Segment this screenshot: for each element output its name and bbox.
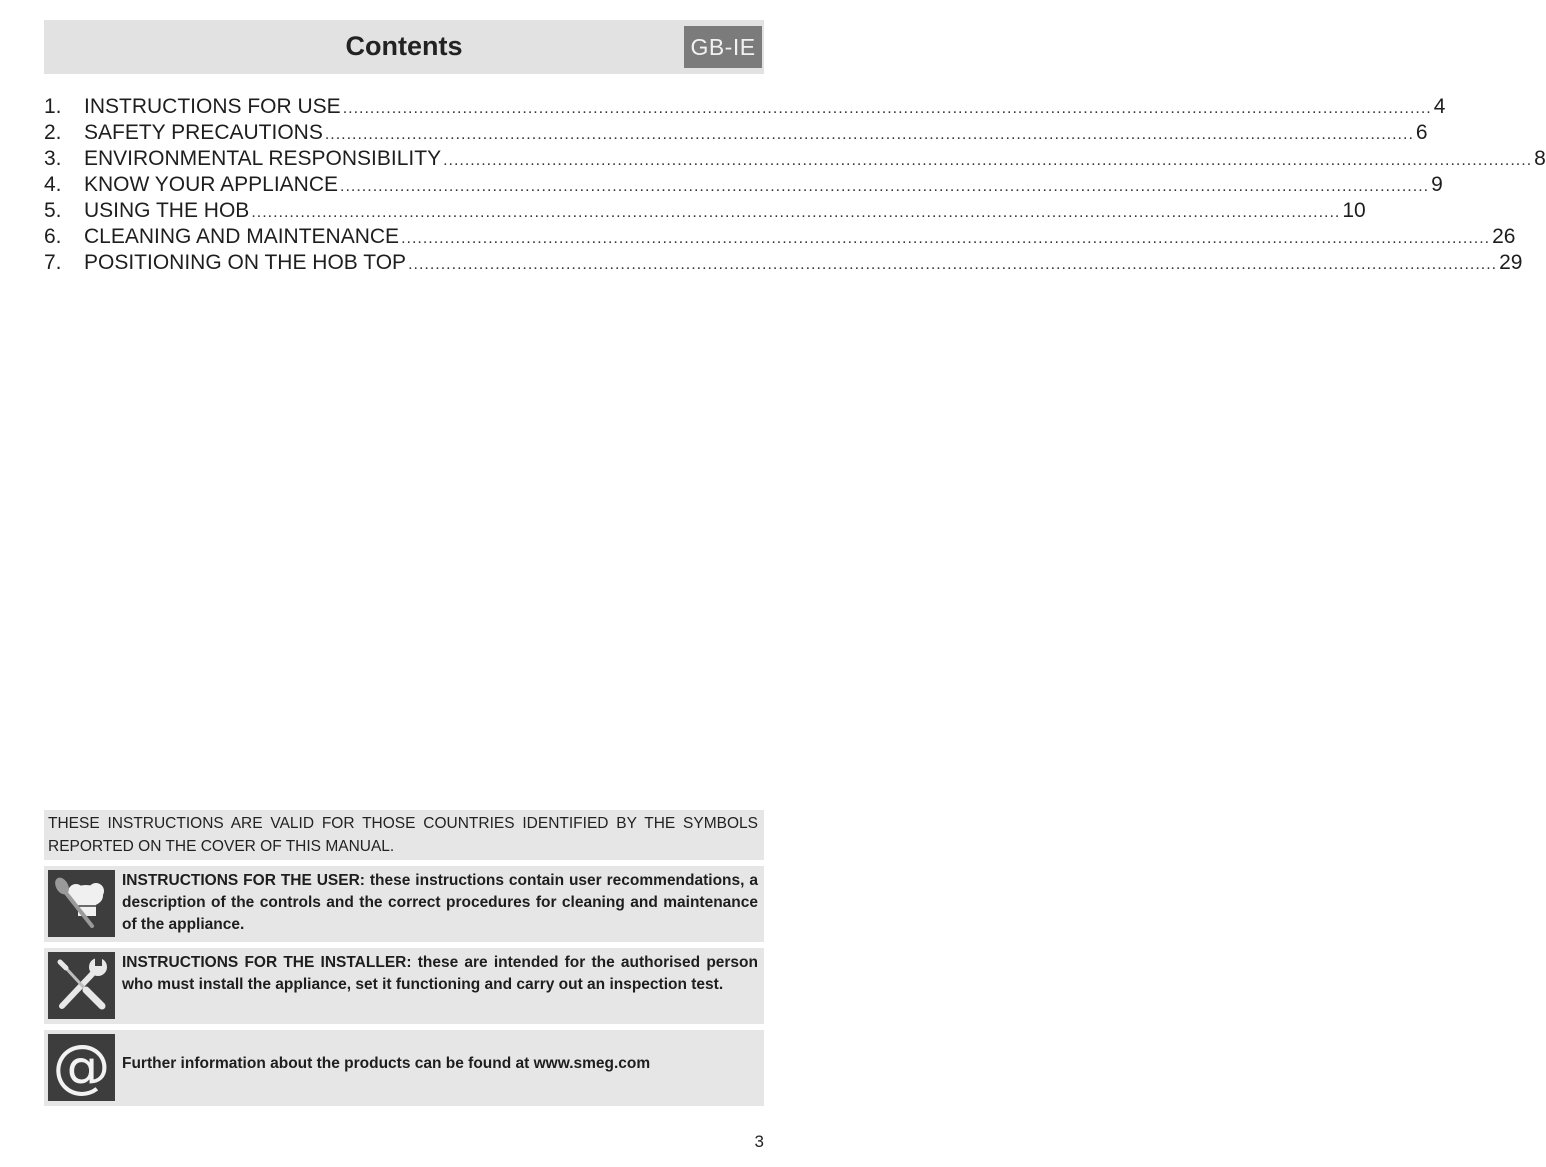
toc-entry-page: 4 [1433,95,1446,118]
toc-leader-dots: ........................................................................................................................................................................................................ [401,230,1491,247]
toc-entry-number: 5. [44,199,62,222]
toc-entry-5[interactable] [44,198,1366,224]
toc-entry-number: 2. [44,121,62,144]
toc-entry-1[interactable] [44,94,1446,120]
toc-entry-7[interactable] [44,250,1523,276]
table-of-contents [44,94,1546,276]
toc-entry-title: ENVIRONMENTAL RESPONSIBILITY [84,147,442,170]
page-title: Contents [345,31,463,61]
chef-hat-spoon-icon [48,870,115,937]
toc-entry-title: KNOW YOUR APPLIANCE [84,173,339,196]
at-sign-glyph: @ [52,1032,111,1100]
toc-entry-page: 26 [1492,225,1516,248]
toc-entry-title: USING THE HOB [84,199,250,222]
web-info-text[interactable]: Further information about the products can be found at www.smeg.com [122,1055,651,1072]
toc-entry-number: 3. [44,147,62,170]
toc-entry-title: INSTRUCTIONS FOR USE [84,95,341,118]
toc-entry-4[interactable] [44,172,1443,198]
toc-entry-6[interactable] [44,224,1516,250]
toc-entry-page: 29 [1499,251,1523,274]
validity-note: THESE INSTRUCTIONS ARE VALID FOR THOSE COUNTRIES IDENTIFIED BY THE SYMBOLS REPORTED ON THE COVER OF THIS MANUAL. [44,810,764,860]
toc-entry-page: 9 [1431,173,1443,196]
toc-entry-title: POSITIONING ON THE HOB TOP [84,251,407,274]
installer-instructions-box [44,948,764,1024]
at-sign-icon [48,1034,115,1101]
toc-leader-dots: ........................................................................................................................................................................................................ [342,100,1432,117]
toc-leader-dots: ........................................................................................................................................................................................................ [443,152,1533,169]
header-bar [44,20,764,74]
toc-leader-dots: ........................................................................................................................................................................................................ [324,126,1414,143]
toc-entry-title: SAFETY PRECAUTIONS [84,121,323,144]
user-instructions-text: INSTRUCTIONS FOR THE USER: these instructions contain user recommendations, a description of the controls and the correct procedures for cleaning and maintenance of the appliance. [122,872,758,933]
toc-entry-2[interactable] [44,120,1428,146]
toc-leader-dots: ........................................................................................................................................................................................................ [251,204,1341,221]
toc-entry-number: 6. [44,225,62,248]
wrench-screwdriver-icon [48,952,115,1019]
toc-entry-3[interactable] [44,146,1546,172]
page-number: 3 [754,1132,764,1151]
toc-leader-dots: ........................................................................................................................................................................................................ [340,178,1430,195]
toc-entry-page: 8 [1534,147,1546,170]
toc-entry-number: 4. [44,173,62,196]
installer-instructions-text: INSTRUCTIONS FOR THE INSTALLER: these are intended for the authorised person who must install the appliance, set it functioning and carry out an inspection test. [122,954,758,993]
toc-leader-dots: ........................................................................................................................................................................................................ [408,256,1498,273]
toc-entry-number: 1. [44,95,62,118]
toc-entry-number: 7. [44,251,62,274]
toc-entry-page: 6 [1415,121,1428,144]
toc-entry-page: 10 [1342,199,1366,222]
web-info-box [44,1030,764,1106]
user-instructions-box [44,866,764,942]
toc-entry-title: CLEANING AND MAINTENANCE [84,225,400,248]
language-badge: GB-IE [684,26,762,68]
